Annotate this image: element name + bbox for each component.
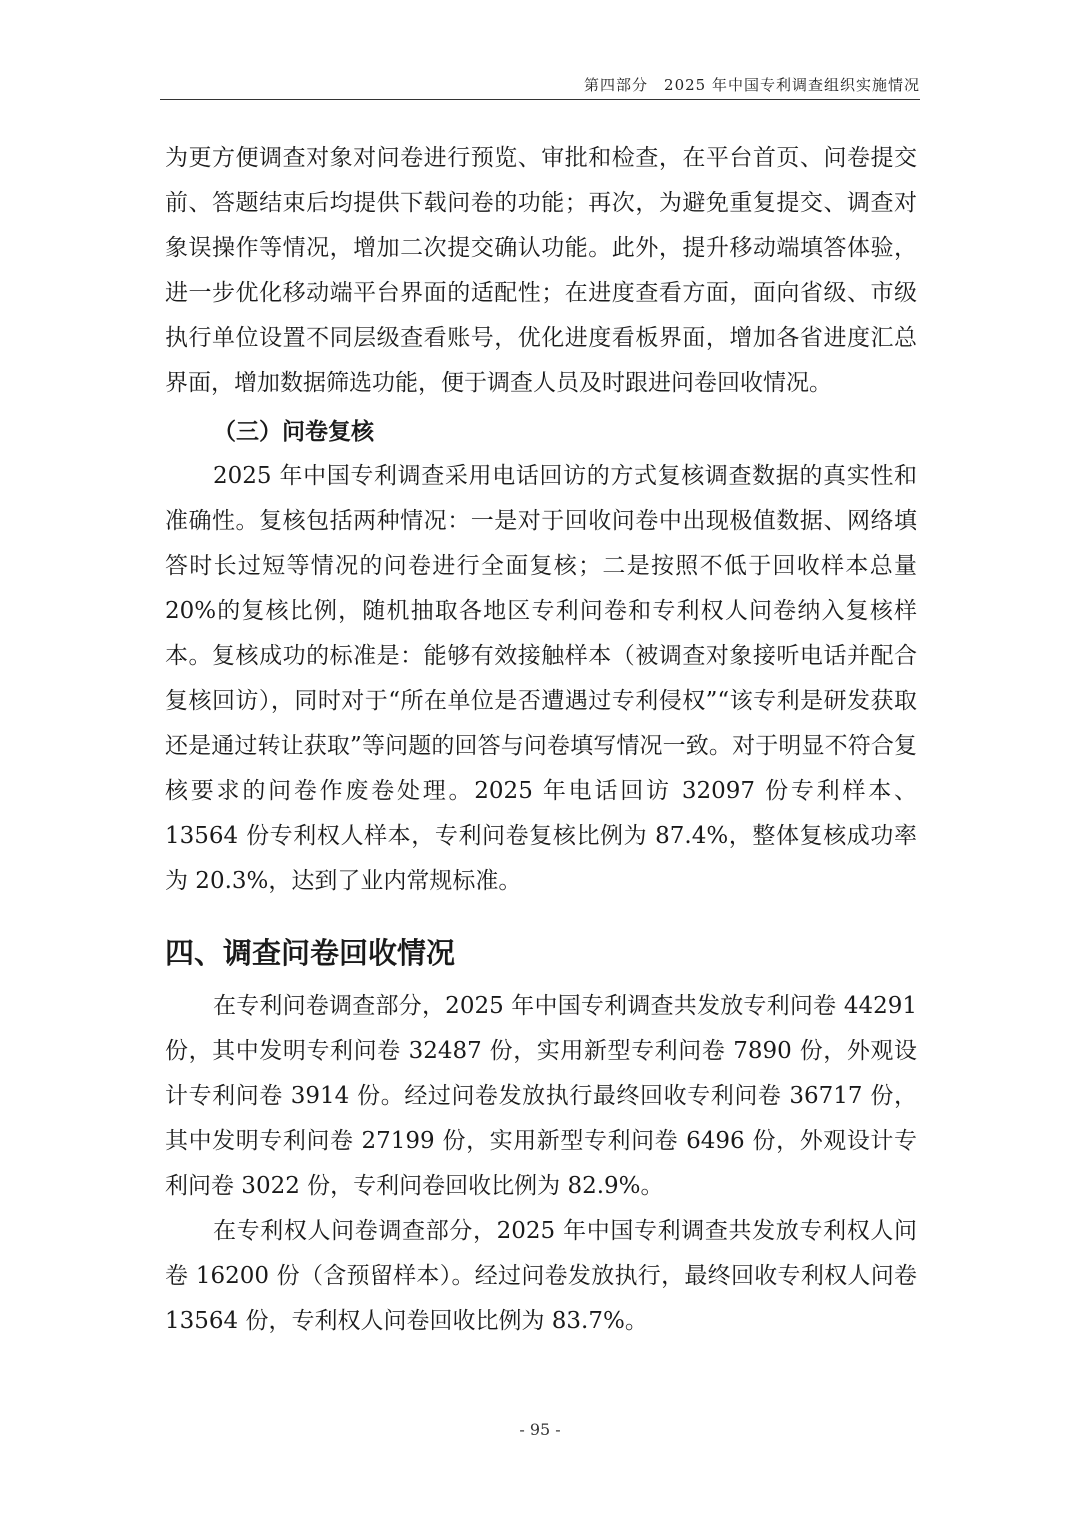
section-title-collection: 四、调查问卷回收情况 — [165, 936, 456, 970]
running-header: 第四部分 2025 年中国专利调查组织实施情况 — [584, 76, 920, 94]
paragraph-platform-features: 为更方便调查对象对问卷进行预览、审批和检查，在平台首页、问卷提交前、答题结束后均提供下载问卷的功能；再次，为避免重复提交、调查对象误操作等情况，增加二次提交确认功能。此外，提升移动端填答体验，进一步优化移动端平台界面的适配性；在进度查看方面，面向省级、市级执行单位设置不同层级查看账号，优化进度看板界面，增加各省进度汇总界面，增加数据筛选功能，便于调查人员及时跟进问卷回收情况。 — [165, 145, 917, 396]
subheading-questionnaire-review: （三）问卷复核 — [213, 418, 374, 445]
paragraph-review-method: 2025 年中国专利调查采用电话回访的方式复核调查数据的真实性和准确性。复核包括两种情况：一是对于回收问卷中出现极值数据、网络填答时长过短等情况的问卷进行全面复核；二是按照不低于回收样本总量 20%的复核比例，随机抽取各地区专利问卷和专利权人问卷纳入复核样本。复核成功的标准是：能够有效接触样本（被调查对象接听电话并配合复核回访），同时对于“所在单位是否遭遇过专利侵权”“该专利是研发获取还是通过转让获取”等问题的回答与问卷填写情况一致。对于明显不符合复核要求的问卷作废卷处理。2025 年电话回访 32097 份专利样本、13564 份专利权人样本，专利问卷复核比例为 87.4%，整体复核成功率为 20.3%，达到了业内常规标准。 — [165, 463, 917, 894]
paragraph-patentee-collection: 在专利权人问卷调查部分，2025 年中国专利调查共发放专利权人问卷 16200 份（含预留样本）。经过问卷发放执行，最终回收专利权人问卷 13564 份，专利权人问卷回收比例为 83.7%。 — [165, 1218, 917, 1334]
paragraph-patent-collection: 在专利问卷调查部分，2025 年中国专利调查共发放专利问卷 44291 份，其中发明专利问卷 32487 份，实用新型专利问卷 7890 份，外观设计专利问卷 3914 份。经过问卷发放执行最终回收专利问卷 36717 份，其中发明专利问卷 27199 份，实用新型专利问卷 6496 份，外观设计专利问卷 3022 份，专利问卷回收比例为 82.9%。 — [165, 993, 917, 1199]
page-number: - 95 - — [519, 1420, 561, 1439]
page-body — [165, 136, 917, 1344]
header-rule — [160, 99, 920, 100]
